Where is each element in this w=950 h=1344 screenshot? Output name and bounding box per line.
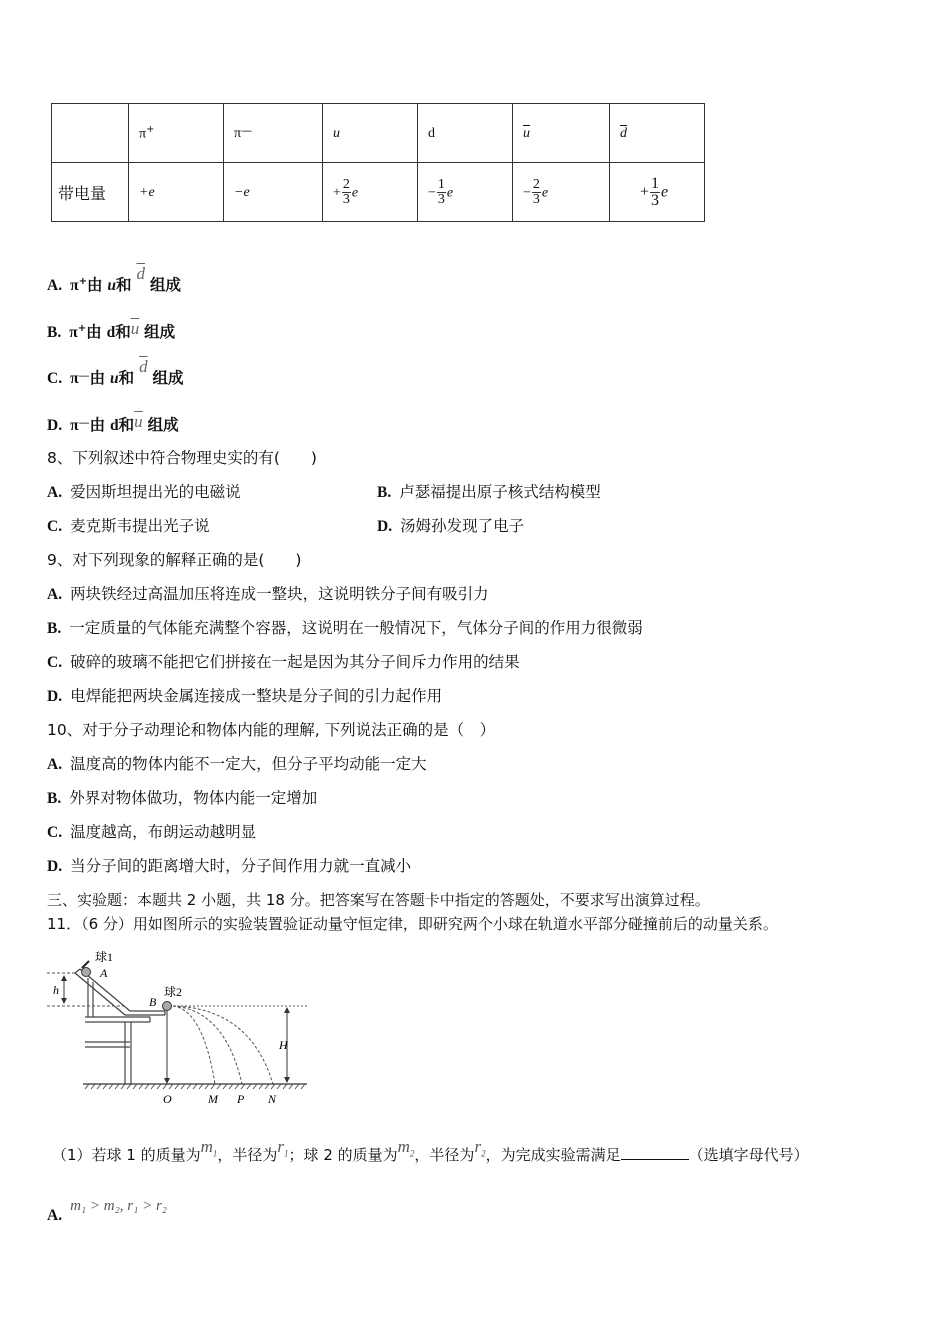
q10-option-a[interactable] <box>47 754 427 775</box>
option-letter: B. <box>47 620 62 637</box>
pi-symbol: π <box>139 126 147 142</box>
superscript: + <box>78 276 87 287</box>
q7-option-c[interactable] <box>47 357 184 389</box>
text: 组成 <box>152 369 184 387</box>
q8-stem: 8、下列叙述中符合物理史实的有( ) <box>47 449 317 467</box>
numerator: 1 <box>651 174 660 192</box>
experiment-apparatus-diagram <box>45 948 315 1106</box>
quark-charge-table <box>51 103 705 222</box>
q10-option-b[interactable] <box>47 788 317 809</box>
option-letter: C. <box>47 824 63 841</box>
q9-stem: 9、对下列现象的解释正确的是( ) <box>47 551 302 569</box>
superscript: — <box>78 369 90 382</box>
text: 由 <box>86 323 102 342</box>
text: ；球 2 的质量为 <box>288 1146 398 1164</box>
quark: d <box>110 417 119 434</box>
symbol: m <box>397 1137 410 1156</box>
header-pi-minus <box>224 104 323 163</box>
antiquark-symbol: $\overline{u}$ <box>523 125 530 141</box>
subscript: 1 <box>284 1148 289 1159</box>
symbol: r <box>277 1137 285 1156</box>
particle: π <box>70 370 79 387</box>
text: 组成 <box>144 323 176 342</box>
r2-symbol <box>474 1137 486 1159</box>
antiquark: $\overline{u}$ <box>134 412 143 431</box>
q7-option-d[interactable] <box>47 413 179 436</box>
particle: π <box>70 277 79 295</box>
option-letter: A. <box>47 586 63 603</box>
point-p-label: P <box>237 1092 245 1106</box>
superscript: — <box>241 124 253 137</box>
option-letter: B. <box>377 484 392 501</box>
option-text: 当分子间的距离增大时，分子间作用力就一直减小 <box>70 857 412 875</box>
text: （选填字母代号） <box>688 1146 809 1164</box>
point-o-label: O <box>163 1092 172 1106</box>
pi-symbol: π <box>234 126 242 141</box>
ball2-label: 球2 <box>164 985 183 999</box>
antiquark: $\overline{d}$ <box>139 357 148 376</box>
option-letter: B. <box>47 324 62 342</box>
option-text: 破碎的玻璃不能把它们拼接在一起是因为其分子间斥力作用的结果 <box>70 653 520 671</box>
sign: + <box>333 185 341 200</box>
option-text: 温度越高，布朗运动越明显 <box>70 823 257 841</box>
r1-symbol <box>277 1137 289 1159</box>
point-a-label: A <box>100 966 108 980</box>
denominator: 3 <box>532 191 540 207</box>
option-letter: D. <box>47 417 63 434</box>
subscript: 2 <box>409 1148 415 1159</box>
option-letter: A. <box>47 1207 63 1224</box>
point-m-label: M <box>208 1092 218 1106</box>
denominator: 3 <box>342 191 350 207</box>
option-text: 麦克斯韦提出光子说 <box>70 517 210 535</box>
antiquark-symbol: $\overline{d}$ <box>620 125 627 141</box>
section-3-heading: 三、实验题：本题共 2 小题，共 18 分。把答案写在答题卡中指定的答题处，不要求写出演算过程。 <box>47 891 710 909</box>
h-label: h <box>53 983 59 997</box>
q9-option-c[interactable] <box>47 652 520 673</box>
charge-value: +e <box>139 184 155 200</box>
text: （1）若球 1 的质量为 <box>52 1146 201 1164</box>
q8-option-d[interactable] <box>377 516 524 537</box>
big-h-label: H <box>279 1038 288 1052</box>
unit: e <box>541 185 549 200</box>
option-expression: m₁ > m₂, r₁ > r₂ <box>70 1198 168 1214</box>
q11-option-a[interactable] <box>47 1198 168 1226</box>
superscript: — <box>78 416 90 429</box>
particle: π <box>69 324 78 342</box>
q9-option-b[interactable] <box>47 618 643 639</box>
numerator: 2 <box>342 176 350 192</box>
text: 由 <box>89 416 106 434</box>
option-letter: C. <box>47 370 63 387</box>
unit: e <box>661 183 669 200</box>
text: 组成 <box>149 276 181 295</box>
option-text: 外界对物体做功，物体内能一定增加 <box>69 789 318 807</box>
numerator: 2 <box>532 176 540 192</box>
text: 由 <box>86 276 103 295</box>
sign: + <box>640 183 650 200</box>
point-b-label: B <box>149 995 157 1009</box>
quark-symbol: d <box>428 125 435 141</box>
option-text: 两块铁经过高温加压将连成一整块，这说明铁分子间有吸引力 <box>70 585 489 603</box>
denominator: 3 <box>651 191 660 209</box>
fraction <box>342 178 351 207</box>
header-u-bar <box>513 104 610 163</box>
answer-blank[interactable] <box>621 1145 689 1160</box>
charge-u-bar <box>513 163 610 222</box>
superscript: + <box>146 123 155 135</box>
ball1-label: 球1 <box>95 950 114 964</box>
subscript: 1 <box>212 1148 218 1159</box>
charge-pi-minus <box>224 163 323 222</box>
option-text: 一定质量的气体能充满整个容器，这说明在一般情况下，气体分子间的作用力很微弱 <box>69 619 643 637</box>
q10-option-c[interactable] <box>47 822 256 843</box>
q10-stem: 10、对于分子动理论和物体内能的理解, 下列说法正确的是（ ） <box>47 721 496 739</box>
quark-symbol: u <box>333 125 340 141</box>
q10-option-d[interactable] <box>47 856 411 877</box>
superscript: + <box>77 323 87 334</box>
point-n-label: N <box>268 1092 277 1106</box>
option-letter: D. <box>377 518 393 535</box>
q11-part1 <box>52 1137 809 1171</box>
header-u <box>323 104 418 163</box>
charge-d-bar <box>610 163 705 222</box>
option-text: 爱因斯坦提出光的电磁说 <box>70 483 241 501</box>
option-letter: C. <box>47 654 63 671</box>
denominator: 3 <box>437 191 445 207</box>
text: ，为完成实验需满足 <box>485 1146 621 1164</box>
m1-symbol <box>200 1137 218 1159</box>
q7-option-b[interactable] <box>47 319 175 343</box>
q9-option-a[interactable] <box>47 584 489 605</box>
charge-value: −e <box>234 184 250 200</box>
text: ，半径为 <box>217 1146 278 1164</box>
unit: e <box>446 185 454 200</box>
option-letter: B. <box>47 790 62 807</box>
symbol: m <box>200 1137 213 1156</box>
q8-option-b[interactable] <box>377 482 601 503</box>
q9-option-d[interactable] <box>47 686 442 707</box>
quark: d <box>106 324 116 342</box>
text: 和 <box>115 323 131 342</box>
text: 和 <box>118 369 135 387</box>
numerator: 1 <box>437 176 445 192</box>
option-letter: A. <box>47 756 63 773</box>
row-label: 带电量 <box>52 163 129 222</box>
charge-pi-plus <box>129 163 224 222</box>
option-letter: A. <box>47 277 63 295</box>
text: ，半径为 <box>414 1146 475 1164</box>
option-text: 电焊能把两块金属连接成一整块是分子间的引力起作用 <box>70 687 443 705</box>
symbol: r <box>474 1137 482 1156</box>
charge-d <box>418 163 513 222</box>
particle: π <box>70 417 79 434</box>
header-d <box>418 104 513 163</box>
fraction <box>532 178 541 207</box>
header-d-bar <box>610 104 705 163</box>
option-letter: C. <box>47 518 63 535</box>
q8-option-c[interactable] <box>47 516 210 537</box>
q8-option-a[interactable] <box>47 482 241 503</box>
fraction <box>650 176 660 209</box>
option-text: 卢瑟福提出原子核式结构模型 <box>399 483 601 501</box>
sign: − <box>428 185 436 200</box>
option-letter: D. <box>47 858 63 875</box>
quark: u <box>107 277 117 295</box>
q7-option-a[interactable] <box>47 264 181 296</box>
option-letter: A. <box>47 484 63 501</box>
sign: − <box>523 185 531 200</box>
header-pi-plus <box>129 104 224 163</box>
quark: u <box>110 370 119 387</box>
table-charge-row <box>52 163 705 222</box>
antiquark: $\overline{u}$ <box>130 319 140 339</box>
table-corner-cell <box>52 104 129 163</box>
charge-u <box>323 163 418 222</box>
text: 和 <box>116 276 132 295</box>
m2-symbol <box>397 1137 415 1159</box>
text: 和 <box>118 416 135 434</box>
option-letter: D. <box>47 688 63 705</box>
antiquark: $\overline{d}$ <box>136 264 145 284</box>
unit: e <box>351 185 359 200</box>
subscript: 2 <box>481 1148 486 1159</box>
fraction <box>437 178 446 207</box>
q11-stem: 11．（6 分）用如图所示的实验装置验证动量守恒定律，即研究两个小球在轨道水平部分碰撞前后的动量关系。 <box>47 915 778 933</box>
text: 组成 <box>147 416 179 434</box>
option-text: 温度高的物体内能不一定大，但分子平均动能一定大 <box>70 755 427 773</box>
table-header-row <box>52 104 705 163</box>
text: 由 <box>89 369 106 387</box>
option-text: 汤姆孙发现了电子 <box>400 517 525 535</box>
